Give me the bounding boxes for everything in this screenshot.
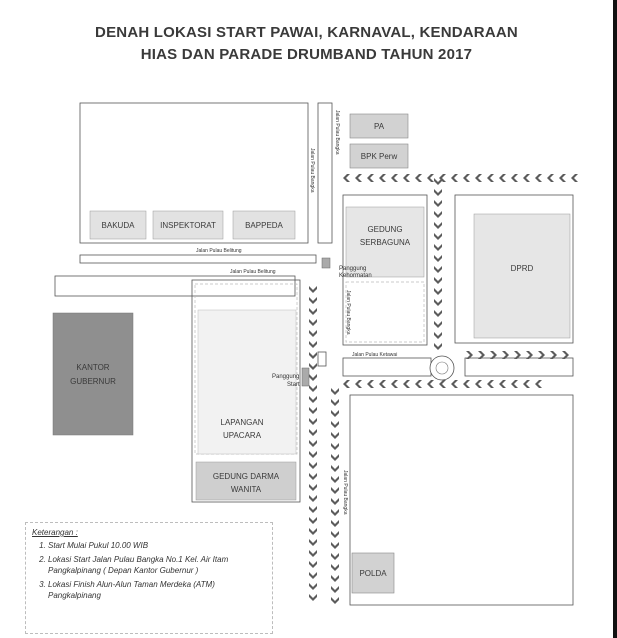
route-arrow-ketawai-row-9 <box>451 380 458 388</box>
route-arrow-ketawai-row-5 <box>403 380 410 388</box>
route-arrow-north-row-11 <box>475 174 482 182</box>
route-arrow-ketawai-row-3 <box>379 380 386 388</box>
route-arrow-north-row-1 <box>355 174 362 182</box>
route-arrow-bangka-south-b-12 <box>331 520 339 527</box>
label-lapangan-1: LAPANGAN <box>220 418 264 427</box>
road-label-belitung-1: Jalan Pulau Belitung <box>196 248 242 254</box>
route-arrow-ketawai-row-2 <box>367 380 374 388</box>
route-arrow-serbaguna-west-14 <box>434 332 442 339</box>
road-ketawai-right <box>465 358 573 376</box>
marker-kehormatan-1: Panggung <box>339 266 367 272</box>
route-arrow-bangka-south-24 <box>309 550 317 557</box>
route-arrow-ketawai-row-4 <box>391 380 398 388</box>
road-median-small <box>318 352 326 366</box>
marker-start-2: Start <box>287 382 300 388</box>
road-label-belitung-2: Jalan Pulau Belitung <box>230 269 276 275</box>
route-arrow-bangka-south-5 <box>309 341 317 348</box>
route-arrow-bangka-south-23 <box>309 539 317 546</box>
route-arrow-bangka-south-b-6 <box>331 454 339 461</box>
route-arrow-north-row-2 <box>367 174 374 182</box>
route-arrow-bangka-south-20 <box>309 506 317 513</box>
route-arrow-north-row-15 <box>523 174 530 182</box>
route-arrow-bangka-south-12 <box>309 418 317 425</box>
route-arrow-bangka-south-25 <box>309 561 317 568</box>
label-darma-2: WANITA <box>230 485 262 494</box>
label-kantor-1: KANTOR <box>76 363 110 372</box>
route-arrow-bangka-south-9 <box>309 385 317 392</box>
legend-item-2: 2. Lokasi Start Jalan Pulau Bangka No.1 Kel. Air Itam Pangkalpinang ( Depan Kantor Gubernur ) <box>48 554 266 576</box>
route-arrow-ketawai-row-0 <box>343 380 350 388</box>
route-arrow-serbaguna-west-5 <box>434 233 442 240</box>
route-arrow-bangka-south-b-1 <box>331 399 339 406</box>
route-arrow-serbaguna-west-10 <box>434 288 442 295</box>
route-arrow-north-row-18 <box>559 174 566 182</box>
route-arrow-bangka-south-19 <box>309 495 317 502</box>
building-darma-wanita <box>196 462 296 500</box>
road-ketawai-left <box>343 358 431 376</box>
route-arrow-serbaguna-west-8 <box>434 266 442 273</box>
route-arrow-bangka-south-b-16 <box>331 564 339 571</box>
legend-list <box>32 540 266 601</box>
route-arrow-ketawai-row-15 <box>523 380 530 388</box>
route-arrow-north-row-16 <box>535 174 542 182</box>
marker-panggung-kehormatan <box>322 258 330 268</box>
route-arrow-bangka-south-4 <box>309 330 317 337</box>
label-serbaguna-2: SERBAGUNA <box>359 238 411 247</box>
marker-panggung-start <box>302 368 309 386</box>
route-arrow-ketawai-row-8 <box>439 380 446 388</box>
route-arrow-north-row-10 <box>463 174 470 182</box>
route-arrow-bangka-south-2 <box>309 308 317 315</box>
route-arrow-bangka-south-14 <box>309 440 317 447</box>
label-darma-1: GEDUNG DARMA <box>212 472 280 481</box>
road-pulau-belitung <box>80 255 316 263</box>
route-arrow-serbaguna-west-15 <box>434 343 442 350</box>
route-arrow-bangka-south-1 <box>309 297 317 304</box>
route-arrow-serbaguna-west-4 <box>434 222 442 229</box>
route-arrow-ketawai-row-13 <box>499 380 506 388</box>
route-arrow-bangka-south-18 <box>309 484 317 491</box>
route-arrow-serbaguna-west-6 <box>434 244 442 251</box>
route-arrow-north-row-12 <box>487 174 494 182</box>
label-bakuda: BAKUDA <box>101 221 135 230</box>
route-arrow-bangka-south-26 <box>309 572 317 579</box>
route-arrow-north-row-4 <box>391 174 398 182</box>
roundabout-center <box>436 362 448 374</box>
route-arrow-serbaguna-west-12 <box>434 310 442 317</box>
route-arrow-ketawai-row-7 <box>427 380 434 388</box>
route-arrow-serbaguna-west-9 <box>434 277 442 284</box>
route-arrow-north-row-17 <box>547 174 554 182</box>
route-arrow-bangka-south-13 <box>309 429 317 436</box>
route-arrow-north-row-9 <box>451 174 458 182</box>
map-title-line1: DENAH LOKASI START PAWAI, KARNAVAL, KENDARAAN <box>95 24 518 41</box>
map-title-line2: HIAS DAN PARADE DRUMBAND TAHUN 2017 <box>140 46 473 63</box>
route-arrow-bangka-south-3 <box>309 319 317 326</box>
label-kantor-2: GUBERNUR <box>70 377 116 386</box>
route-arrow-bangka-south-27 <box>309 583 317 590</box>
route-arrow-north-row-7 <box>427 174 434 182</box>
route-arrow-bangka-south-b-18 <box>331 586 339 593</box>
route-arrow-bangka-south-b-10 <box>331 498 339 505</box>
route-arrow-north-row-19 <box>571 174 578 182</box>
route-arrow-north-row-5 <box>403 174 410 182</box>
route-arrow-north-row-13 <box>499 174 506 182</box>
marker-kehormatan-2: Kehormatan <box>339 273 372 279</box>
route-arrow-bangka-south-b-2 <box>331 410 339 417</box>
route-arrow-north-row-3 <box>379 174 386 182</box>
route-arrow-ketawai-row-11 <box>475 380 482 388</box>
dashed-serbaguna <box>346 282 424 342</box>
route-arrow-bangka-south-b-19 <box>331 597 339 604</box>
route-arrow-bangka-south-b-3 <box>331 421 339 428</box>
route-arrow-bangka-south-7 <box>309 363 317 370</box>
route-arrow-serbaguna-west-3 <box>434 211 442 218</box>
route-arrow-bangka-south-17 <box>309 473 317 480</box>
route-arrow-bangka-south-6 <box>309 352 317 359</box>
label-bappeda: BAPPEDA <box>245 221 283 230</box>
road-label-bangka-right: Jalan Pulau Bangka <box>345 290 351 335</box>
legend-heading: Keterangan : <box>32 528 78 537</box>
marker-start-1: Panggung <box>272 374 300 380</box>
route-arrow-bangka-south-b-5 <box>331 443 339 450</box>
building-dprd <box>474 214 570 338</box>
route-arrow-ketawai-row-12 <box>487 380 494 388</box>
route-arrow-bangka-south-28 <box>309 594 317 601</box>
route-arrow-bangka-south-10 <box>309 396 317 403</box>
block-left-top <box>55 276 295 296</box>
route-arrow-bangka-south-b-4 <box>331 432 339 439</box>
route-arrow-north-row-6 <box>415 174 422 182</box>
route-arrow-bangka-south-b-14 <box>331 542 339 549</box>
route-arrow-bangka-south-b-8 <box>331 476 339 483</box>
route-arrow-ketawai-row-1 <box>355 380 362 388</box>
route-arrow-ketawai-row-6 <box>415 380 422 388</box>
label-serbaguna-1: GEDUNG <box>367 225 403 234</box>
route-arrow-serbaguna-west-13 <box>434 321 442 328</box>
route-arrow-bangka-south-0 <box>309 286 317 293</box>
road-pulau-bangka-north <box>318 103 332 243</box>
label-bpk: BPK Perw <box>360 152 398 161</box>
route-arrow-bangka-south-21 <box>309 517 317 524</box>
road-label-bangka-top: Jalan Pulau Bangka <box>334 110 340 155</box>
route-arrow-bangka-south-b-17 <box>331 575 339 582</box>
route-arrow-ketawai-row-14 <box>511 380 518 388</box>
route-arrow-bangka-south-b-15 <box>331 553 339 560</box>
route-arrow-north-row-14 <box>511 174 518 182</box>
legend-item-1: 1. Start Mulai Pukul 10.00 WIB <box>48 540 266 551</box>
route-arrow-bangka-south-11 <box>309 407 317 414</box>
route-arrow-bangka-south-b-7 <box>331 465 339 472</box>
route-arrow-bangka-south-b-11 <box>331 509 339 516</box>
route-arrow-bangka-south-16 <box>309 462 317 469</box>
label-lapangan-2: UPACARA <box>222 431 262 440</box>
route-arrow-bangka-south-b-9 <box>331 487 339 494</box>
label-pa: PA <box>373 122 385 131</box>
legend-item-3: 3. Lokasi Finish Alun-Alun Taman Merdeka (ATM) Pangkalpinang <box>48 579 266 601</box>
route-arrow-serbaguna-west-11 <box>434 299 442 306</box>
legend-box <box>25 522 273 634</box>
building-kantor-gubernur <box>53 313 133 435</box>
route-arrow-bangka-south-15 <box>309 451 317 458</box>
road-label-ketawai: Jalan Pulau Ketawai <box>352 352 398 358</box>
route-arrow-bangka-south-22 <box>309 528 317 535</box>
route-arrow-bangka-south-b-0 <box>331 388 339 395</box>
route-arrow-ketawai-row-10 <box>463 380 470 388</box>
road-label-bangka-bottom: Jalan Pulau Bangka <box>342 470 348 515</box>
road-label-bangka-mid: Jalan Pulau Bangka <box>309 148 315 193</box>
route-arrow-bangka-south-8 <box>309 374 317 381</box>
route-arrow-bangka-south-b-13 <box>331 531 339 538</box>
label-dprd: DPRD <box>510 264 534 273</box>
label-inspektorat: INSPEKTORAT <box>160 221 216 230</box>
route-arrow-serbaguna-west-2 <box>434 200 442 207</box>
route-arrow-ketawai-row-16 <box>535 380 542 388</box>
route-arrow-north-row-0 <box>343 174 350 182</box>
route-arrow-serbaguna-west-1 <box>434 189 442 196</box>
label-polda: POLDA <box>359 569 387 578</box>
route-arrow-serbaguna-west-7 <box>434 255 442 262</box>
